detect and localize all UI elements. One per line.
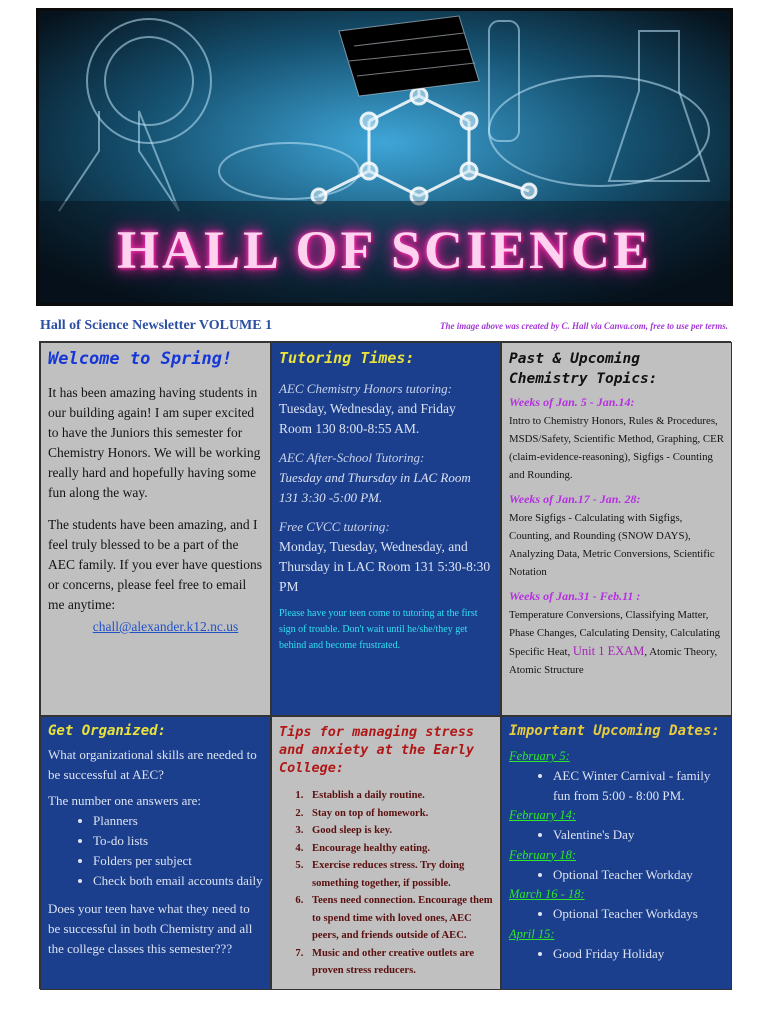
tutoring-detail-3: Monday, Tuesday, Wednesday, and Thursday in LAC Room 131 5:30-8:30 PM [279,539,491,594]
tutoring-room-1: Room 130 8:00-8:55 AM. [279,421,420,436]
tips-list [279,787,493,980]
dates-section [501,716,732,990]
topics-section [501,342,732,716]
tips-heading: Tips for managing stress and anxiety at the Early College: [279,724,475,776]
topics-week-3-label: Weeks of Jan.31 - Feb.11 : [509,589,641,603]
newsletter-title: Hall of Science Newsletter VOLUME 1 [40,318,273,333]
date-label: February 14: [509,808,576,822]
date-events [509,865,724,885]
topics-week-1-text: Intro to Chemistry Honors, Rules & Procedures, MSDS/Safety, Scientific Method, Graphing, CER (claim-evidence-reasoning), Sigfigs - Counting and Rounding. [509,415,724,481]
topics-week-3-text-a: Temperature Conversions, Classifying Matter, Phase Changes, Calculating Density, Calculating Specific Heat, [509,609,720,658]
tutoring-note: Please have your teen come to tutoring at the first sign of trouble. Don't wait until he/she/they get behind and become frustrated. [279,608,478,651]
date-label: March 16 - 18: [509,887,585,901]
list-item: 5. Exercise reduces stress. Try doing something together, if possible. [306,857,493,892]
image-credit: The image above was created by C. Hall via Canva.com, free to use per terms. [440,321,728,331]
tutoring-days-1: Tuesday, Wednesday, and Friday [279,401,456,416]
list-item: 7. Music and other creative outlets are proven stress reducers. [306,945,493,980]
welcome-paragraph-1: It has been amazing having students in our building again! I am super excited to have the Juniors this semester for Chemistry Honors. We will be working really hard and hopefully having some fun along the way. [48,385,261,500]
list-item: • Check both email accounts daily [93,871,263,891]
email-link[interactable]: chall@alexander.k12.nc.us [92,619,239,634]
date-events [509,904,724,924]
list-item: • Optional Teacher Workday [553,865,724,885]
tutoring-label-1: AEC Chemistry Honors tutoring: [279,381,452,396]
date-events [509,825,724,845]
welcome-section [40,342,271,716]
welcome-heading: Welcome to Spring! [48,349,233,369]
topics-week-1-label: Weeks of Jan. 5 - Jan.14: [509,395,635,409]
list-item: • Good Friday Holiday [553,944,724,964]
topics-week-2-label: Weeks of Jan.17 - Jan. 28: [509,492,641,506]
date-label: February 18: [509,847,576,862]
tutoring-section [271,342,501,716]
topics-week-3-text [509,606,724,679]
list-item: • To-do lists [93,831,263,851]
organized-question: What organizational skills are needed to be successful at AEC? [48,747,257,782]
organized-list [48,811,263,891]
list-item: • AEC Winter Carnival - family fun from 5:00 - 8:00 PM. [553,766,724,805]
list-item: 2. Stay on top of homework. [306,805,493,823]
list-item: • Optional Teacher Workdays [553,904,724,924]
banner-image [36,8,733,306]
welcome-paragraph-2: The students have been amazing, and I feel truly blessed to be a part of the AEC family. If you ever have questions or concerns, please feel free to email me anytime: [48,517,262,612]
organized-closing: Does your teen have what they need to be successful in both Chemistry and all the college classes this semester??? [48,901,253,956]
list-item: • Planners [93,811,263,831]
unit-exam-highlight: Unit 1 EXAM [572,644,645,658]
tutoring-label-2: AEC After-School Tutoring: [279,450,425,465]
date-label: February 5: [509,749,570,763]
topics-heading: Past & Upcoming Chemistry Topics: [509,351,658,387]
tutoring-heading: Tutoring Times: [279,349,415,367]
topics-week-2-text: More Sigfigs - Calculating with Sigfigs, Counting, and Rounding (SNOW DAYS), Analyzing Data, Metric Conversions, Scientific Notation [509,512,715,578]
list-item: 3. Good sleep is key. [306,822,493,840]
date-events [509,944,724,964]
list-item: 1. Establish a daily routine. [306,787,493,805]
tips-section [271,716,501,990]
banner-title: HALL OF SCIENCE [116,220,653,280]
list-item: 4. Encourage healthy eating. [306,840,493,858]
organized-intro: The number one answers are: [48,793,202,808]
newsletter-grid [39,341,731,989]
date-label: April 15: [509,926,555,941]
organized-heading: Get Organized: [48,723,167,739]
tutoring-detail-2: Tuesday and Thursday in LAC Room 131 3:30 -5:00 PM. [279,470,471,505]
list-item: • Folders per subject [93,851,263,871]
list-item: • Valentine's Day [553,825,724,845]
list-item: 6. Teens need connection. Encourage them to spend time with loved ones, AEC peers, and friends outside of AEC. [306,892,493,945]
topics-week-3-text-b: , Atomic Theory, Atomic Structure [509,646,718,676]
tutoring-label-3: Free CVCC tutoring: [279,519,390,534]
dates-heading: Important Upcoming Dates: [509,723,720,739]
organized-section [40,716,271,990]
date-events [509,766,724,805]
